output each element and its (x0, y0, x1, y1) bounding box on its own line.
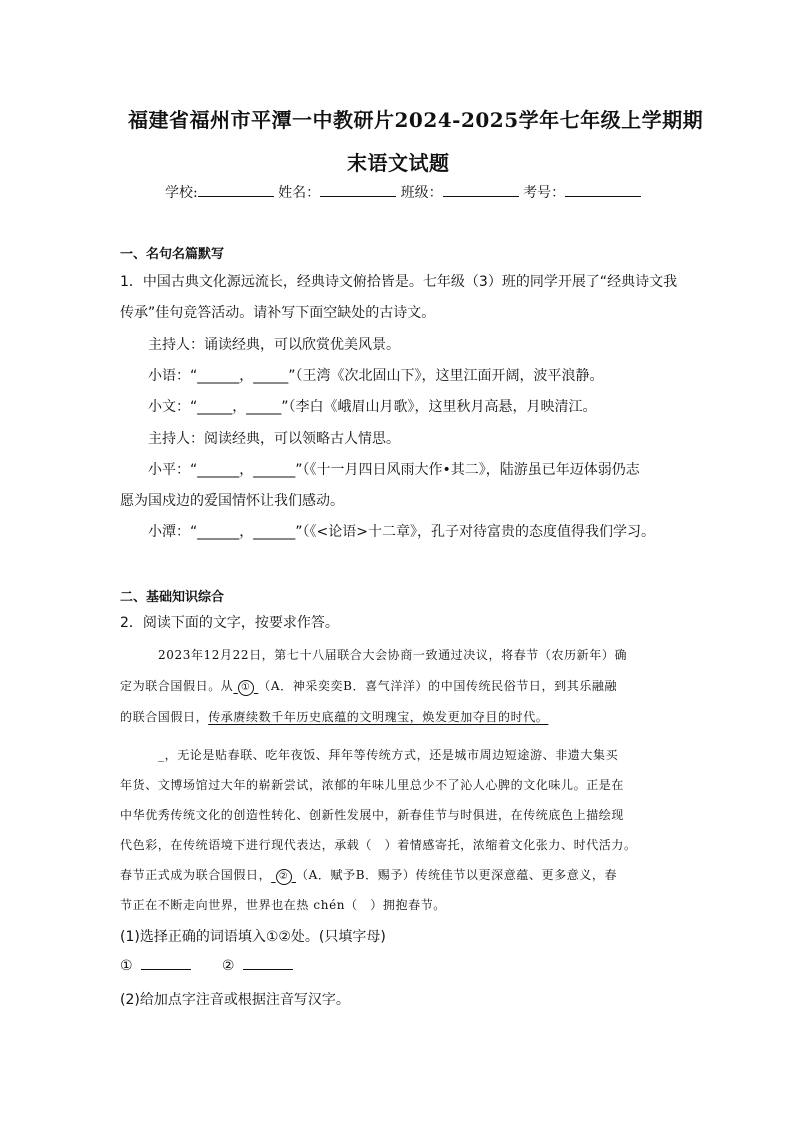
host-line-2: 主持人：阅读经典，可以领略古人情思。 (148, 431, 400, 447)
answer-2-label: ② (221, 958, 235, 974)
exam-title-line2: 末语文试题 (347, 151, 450, 175)
underlined-sentence: 传承赓续数千年历史底蕴的文明瑰宝，焕发更加夺目的时代。 (208, 710, 549, 724)
subquestion-2: (2)给加点字注音或根据注音写汉字。 (120, 992, 350, 1008)
passage-line-7: 代色彩，在传统语境下进行现代表达，承载（ ）着情感寄托，浓缩着文化张力、时代活力。 (120, 838, 637, 852)
answer-row (120, 957, 293, 974)
exam-no-blank[interactable] (565, 182, 641, 197)
student-info-row (165, 182, 641, 202)
blank-2-marker (271, 868, 296, 882)
host-line-1: 主持人：诵读经典，可以欣赏优美风景。 (148, 337, 400, 353)
xiaowen-line: 小文：“_____，_____”（李白《峨眉山月歌》，这里秋月高悬，月映清江。 (148, 399, 597, 415)
passage-text: （A．神采奕奕B．喜气洋洋）的中国传统民俗节日，到其乐融融 (258, 679, 618, 693)
passage-text: 定为联合国假日。从 (120, 679, 234, 693)
passage-text: （A．赋予B．赐予）传统佳节以更深意蕴、更多意义，春 (296, 868, 618, 882)
passage-line-2 (120, 677, 617, 696)
passage-line-4: _，无论是贴春联、吃年夜饭、拜年等传统方式，还是城市周边短途游、非遗大集买 (158, 748, 619, 762)
passage-line-6: 中华优秀传统文化的创造性转化、创新性发展中，新春佳节与时俱进，在传统底色上描绘现 (120, 808, 625, 822)
xiaoyu-line: 小语：“______，_____”（王湾《次北固山下》，这里江面开阔，波平浪静。 (148, 368, 604, 384)
q1-text-line1: 1．中国古典文化源远流长，经典诗文俯拾皆是。七年级（3）班的同学开展了“经典诗文我 (120, 274, 678, 290)
section2-heading: 二、基础知识综合 (120, 590, 225, 605)
exam-title-line1: 福建省福州市平潭一中教研片2024-2025学年七年级上学期期 (128, 108, 704, 132)
passage-text: 春节正式成为联合国假日， (120, 868, 272, 882)
exam-no-label: 考号： (523, 185, 566, 201)
class-blank[interactable] (443, 182, 519, 197)
name-blank[interactable] (320, 182, 396, 197)
q1-text-line2: 传承”佳句竞答活动。请补写下面空缺处的古诗文。 (120, 305, 436, 321)
blank-2-number: ② (276, 869, 292, 885)
passage-line-9: 节正在不断走向世界，世界也在热 chén（ ）拥抱春节。 (120, 898, 446, 912)
passage-line-5: 年货、文博场馆过大年的崭新尝试，浓郁的年味儿里总少不了沁人心脾的文化味儿。正是在 (120, 778, 625, 792)
answer-1-label: ① (120, 958, 133, 974)
subquestion-1: (1)选择正确的词语填入①②处。(只填字母) (120, 929, 386, 945)
name-label: 姓名： (278, 185, 321, 201)
blank-1-number: ① (238, 680, 254, 696)
class-label: 班级： (400, 185, 443, 201)
answer-1-blank[interactable] (141, 957, 191, 970)
passage-line-8 (120, 866, 617, 885)
xiaotan-line: 小潭：“______，______”（《<论语>十二章》，孔子对待富贵的态度值得我们学习。 (148, 524, 655, 540)
section1-heading: 一、名句名篇默写 (120, 247, 225, 262)
passage-text: 的联合国假日， (120, 710, 209, 724)
school-label: 学校: (165, 185, 198, 201)
q2-instruction: 2．阅读下面的文字，按要求作答。 (120, 615, 339, 631)
passage-line-1: 2023年12月22日，第七十八届联合大会协商一致通过决议，将春节（农历新年）确 (158, 648, 628, 662)
passage-line-3 (120, 708, 548, 725)
answer-2-blank[interactable] (243, 957, 293, 970)
xiaoping-line-cont: 愿为国戍边的爱国情怀让我们感动。 (120, 493, 344, 509)
blank-1-marker (233, 679, 258, 693)
xiaoping-line: 小平：“______，______”（《十一月四日风雨大作•其二》，陆游虽已年迈体弱仍志 (148, 462, 640, 478)
school-blank[interactable] (198, 182, 274, 197)
